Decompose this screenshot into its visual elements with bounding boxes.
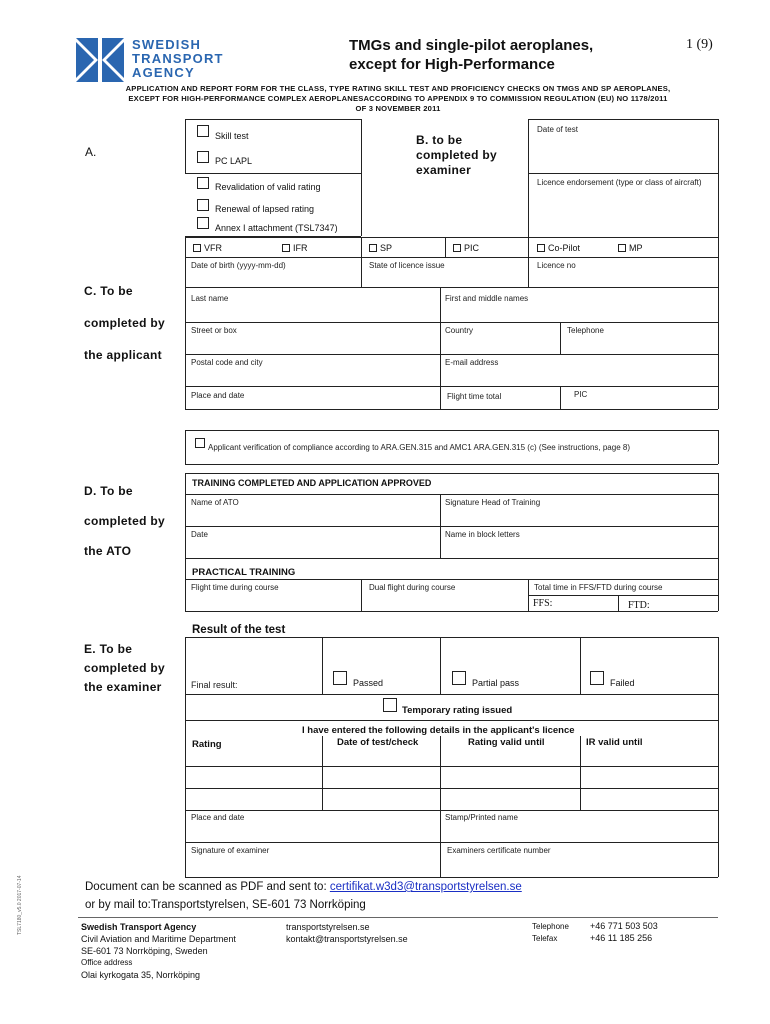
- footer-phone-labels: Telephone Telefax: [532, 922, 569, 943]
- label-renewal: Renewal of lapsed rating: [215, 204, 315, 214]
- checkbox-temporary-rating[interactable]: [383, 698, 397, 712]
- label-passed: Passed: [353, 678, 384, 688]
- email-field[interactable]: E-mail address: [445, 358, 499, 367]
- examiner-certificate-field[interactable]: Examiners certificate number: [447, 846, 551, 855]
- licence-endorsement-field[interactable]: Licence endorsement (type or class of aircraft): [537, 178, 702, 187]
- option-vfr[interactable]: VFR: [193, 243, 222, 253]
- col-ir-valid: IR valid until: [586, 737, 643, 748]
- pic-time-field[interactable]: PIC: [574, 390, 588, 399]
- col-rating: Rating: [192, 739, 222, 750]
- details-heading: I have entered the following details in the applicant's licence: [302, 725, 575, 736]
- option-sp[interactable]: SP: [369, 243, 392, 253]
- practical-training-heading: PRACTICAL TRAINING: [192, 567, 296, 578]
- section-e-label: E. To be completed by the examiner: [84, 642, 165, 694]
- ato-date-field[interactable]: Date: [191, 530, 208, 539]
- col-date-of-test: Date of test/check: [337, 737, 419, 748]
- agency-logo-text: SWEDISH TRANSPORT AGENCY: [132, 37, 224, 80]
- dual-flight-field[interactable]: Dual flight during course: [369, 583, 456, 592]
- page-number: 1 (9): [686, 37, 713, 52]
- footer-address: Swedish Transport Agency Civil Aviation and Maritime Department SE-601 73 Norrköping, Sweden Office address Olai kyrkogata 35, Norrköping: [81, 922, 236, 980]
- option-pic[interactable]: PIC: [453, 243, 479, 253]
- certificate-email-link[interactable]: certifikat.w3d3@transportstyrelsen.se: [329, 881, 522, 893]
- col-rating-valid: Rating valid until: [468, 737, 545, 748]
- date-of-birth-field[interactable]: Date of birth (yyyy-mm-dd): [191, 261, 286, 270]
- label-revalidation: Revalidation of valid rating: [215, 182, 321, 192]
- label-failed: Failed: [610, 678, 635, 688]
- section-b-label: B. to be completed by examiner: [416, 133, 497, 177]
- first-name-field[interactable]: First and middle names: [445, 294, 529, 303]
- section-c-label: C. To be completed by the applicant: [84, 284, 165, 362]
- section-d-label: D. To be completed by the ATO: [84, 484, 165, 558]
- checkbox-skill-test[interactable]: [197, 125, 209, 137]
- agency-logo-mark: [76, 38, 124, 82]
- name-block-letters-field[interactable]: Name in block letters: [445, 530, 520, 539]
- ffs-field[interactable]: FFS:: [533, 598, 553, 609]
- submission-instructions: Document can be scanned as PDF and sent to: certifikat.w3d3@transportstyrelsen.se or by mail to:Transportstyrelsen, SE-601 73 Norrköping: [85, 881, 522, 911]
- checkbox-partial-pass[interactable]: [452, 671, 466, 685]
- name-of-ato-field[interactable]: Name of ATO: [191, 498, 239, 507]
- state-of-licence-field[interactable]: State of licence issue: [369, 261, 445, 270]
- signature-head-field[interactable]: Signature Head of Training: [445, 498, 541, 507]
- checkbox-failed[interactable]: [590, 671, 604, 685]
- checkbox-annex-attachment[interactable]: [197, 217, 209, 229]
- section-a-label: A.: [85, 145, 97, 159]
- label-annex-attachment: Annex I attachment (TSL7347): [215, 223, 338, 233]
- label-pc-lapl: PC LAPL: [215, 156, 253, 166]
- footer-contact: [286, 921, 408, 945]
- checkbox-applicant-verification[interactable]: [195, 438, 205, 448]
- form-title: TMGs and single-pilot aeroplanes, except for High-Performance: [349, 37, 594, 73]
- training-completed-heading: TRAINING COMPLETED AND APPLICATION APPROVED: [192, 478, 432, 488]
- footer-website[interactable]: transportstyrelsen.se: [286, 922, 370, 932]
- form-subtitle: APPLICATION AND REPORT FORM FOR THE CLASS, TYPE RATING SKILL TEST AND PROFICIENCY CHECKS ON TMGS AND SP AEROPLANES, EXCEPT FOR HIGH-PERFORMANCE COMPLEX AEROPLANESACCORDING TO APPENDIX 9 TO COMMISSION REGULATION (EU) NO 1178/2011 OF 3 NOVEMBER 2011: [125, 84, 671, 113]
- result-heading: Result of the test: [192, 624, 286, 636]
- last-name-field[interactable]: Last name: [191, 294, 229, 303]
- option-mp[interactable]: MP: [618, 243, 643, 253]
- option-co-pilot[interactable]: Co-Pilot: [537, 243, 580, 253]
- temporary-rating-label: Temporary rating issued: [402, 705, 513, 716]
- examiner-place-date-field[interactable]: Place and date: [191, 813, 245, 822]
- postal-code-field[interactable]: Postal code and city: [191, 358, 263, 367]
- checkbox-renewal[interactable]: [197, 199, 209, 211]
- checkbox-revalidation[interactable]: [197, 177, 209, 189]
- label-partial-pass: Partial pass: [472, 678, 520, 688]
- licence-no-field[interactable]: Licence no: [537, 261, 576, 270]
- street-field[interactable]: Street or box: [191, 326, 237, 335]
- checkbox-pc-lapl[interactable]: [197, 151, 209, 163]
- flight-time-course-field[interactable]: Flight time during course: [191, 583, 279, 592]
- flight-time-total-field[interactable]: Flight time total: [447, 392, 502, 401]
- telephone-field[interactable]: Telephone: [567, 326, 604, 335]
- form-version-text: TSL7180_v5.0 2017-07-14: [17, 875, 23, 935]
- place-date-field[interactable]: Place and date: [191, 391, 245, 400]
- date-of-test-field[interactable]: Date of test: [537, 125, 578, 134]
- label-skill-test: Skill test: [215, 131, 249, 141]
- total-ffs-ftd-label: Total time in FFS/FTD during course: [534, 583, 663, 592]
- checkbox-passed[interactable]: [333, 671, 347, 685]
- applicant-verification-text: Applicant verification of compliance according to ARA.GEN.315 and AMC1 ARA.GEN.315 (c) (See instructions, page 8): [208, 443, 630, 452]
- examiner-signature-field[interactable]: Signature of examiner: [191, 846, 270, 855]
- ftd-field[interactable]: FTD:: [628, 600, 650, 611]
- stamp-printed-name-field[interactable]: Stamp/Printed name: [445, 813, 518, 822]
- footer-email[interactable]: kontakt@transportstyrelsen.se: [286, 934, 408, 944]
- option-ifr[interactable]: IFR: [282, 243, 308, 253]
- country-field[interactable]: Country: [445, 326, 474, 335]
- final-result-label: Final result:: [191, 680, 238, 690]
- footer-phone-numbers: +46 771 503 503 +46 11 185 256: [590, 921, 658, 943]
